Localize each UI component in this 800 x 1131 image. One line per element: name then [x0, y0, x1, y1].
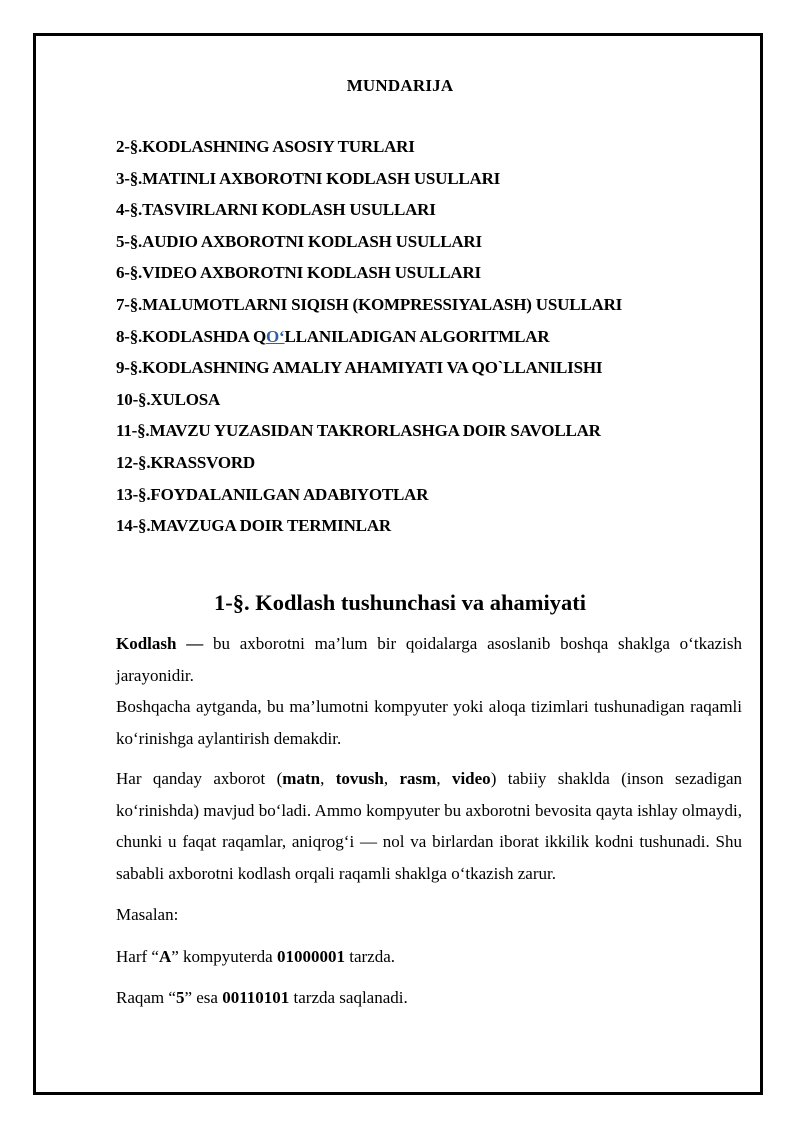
example-text: tarzda. — [344, 946, 396, 966]
example-text: Harf “ — [116, 946, 159, 966]
binary-code: 00110101 — [222, 988, 290, 1007]
example-digit — [116, 982, 742, 1014]
toc-item-13: 13-§.FOYDALANILGAN ADABIYOTLAR — [116, 484, 429, 504]
example-text: Raqam “ — [116, 988, 176, 1007]
term-rasm: rasm — [399, 769, 437, 788]
toc-item-14: 14-§.MAVZUGA DOIR TERMINLAR — [116, 516, 391, 536]
toc-item-8 — [116, 323, 622, 355]
toc-item-2: 2-§.KODLASHNING ASOSIY TURLARI — [116, 137, 415, 156]
term-matn: matn — [282, 769, 321, 788]
info-text-start: Har qanday axborot ( — [116, 769, 283, 788]
information-paragraph — [116, 763, 742, 889]
example-text: ” esa — [184, 988, 223, 1007]
toc-item-8-end: LLANILADIGAN ALGORITMLAR — [284, 326, 550, 346]
example-text: tarzda saqlanadi. — [289, 988, 408, 1007]
toc-item-8-link[interactable]: O‘ — [266, 326, 285, 346]
toc-item-4: 4-§.TASVIRLARNI KODLASH USULLARI — [116, 200, 436, 220]
toc-item-12: 12-§.KRASSVORD — [116, 452, 256, 472]
example-label: Masalan: — [116, 905, 179, 924]
info-text-rest: ) tabiiy shaklda (inson sezadigan ko‘rinishda) mavjud bo‘ladi. Ammo kompyuter bu axborotni bevosita qayta ishlay olmaydi, chunki u faqat raqamlar, aniqrog‘i — nol va birlardan iborat ikkilik kodni tushunadi. Shu sababli axborotni kodlash orqali raqamli shaklga o‘tkazish zarur. — [116, 769, 743, 883]
toc-item-8-start: 8-§.KODLASHDA Q — [116, 326, 267, 346]
example-letter-value: A — [158, 946, 172, 966]
section-body — [116, 628, 742, 1014]
separator: , — [320, 769, 336, 788]
definition-text: bu axborotni ma’lum bir qoidalarga asoslanib boshqa shaklga o‘tkazish jarayonidir. — [116, 634, 742, 685]
toc-item-5: 5-§.AUDIO AXBOROTNI KODLASH USULLARI — [116, 231, 482, 251]
toc-item-9: 9-§.KODLASHNING AMALIY AHAMIYATI VA QO`LLANILISHI — [116, 358, 603, 378]
toc-title: MUNDARIJA — [346, 76, 454, 95]
example-digit-value: 5 — [175, 988, 185, 1007]
section-heading: 1-§. Kodlash tushunchasi va ahamiyati — [214, 590, 586, 615]
binary-code: 01000001 — [276, 946, 345, 966]
toc-item-6: 6-§.VIDEO AXBOROTNI KODLASH USULLARI — [116, 263, 481, 283]
explanation-paragraph: Boshqacha aytganda, bu ma’lumotni kompyuter yoki aloqa tizimlari tushunadigan raqamli ko‘rinishga aylantirish demakdir. — [116, 697, 742, 748]
toc-item-7: 7-§.MALUMOTLARNI SIQISH (KOMPRESSIYALASH) USULLARI — [116, 294, 623, 314]
example-letter — [116, 941, 742, 973]
term-tovush: tovush — [335, 769, 384, 788]
separator: , — [436, 769, 452, 788]
separator: , — [383, 769, 400, 788]
example-text: ” kompyuterda — [171, 946, 277, 966]
toc-item-11: 11-§.MAVZU YUZASIDAN TAKRORLASHGA DOIR SAVOLLAR — [116, 421, 601, 441]
definition-paragraph — [116, 628, 742, 691]
toc-item-3: 3-§.MATINLI AXBOROTNI KODLASH USULLARI — [116, 168, 501, 188]
term-video: video — [451, 769, 491, 788]
table-of-contents — [116, 133, 622, 544]
toc-item-10: 10-§.XULOSA — [116, 389, 221, 409]
term-kodlash: Kodlash — — [116, 634, 204, 653]
